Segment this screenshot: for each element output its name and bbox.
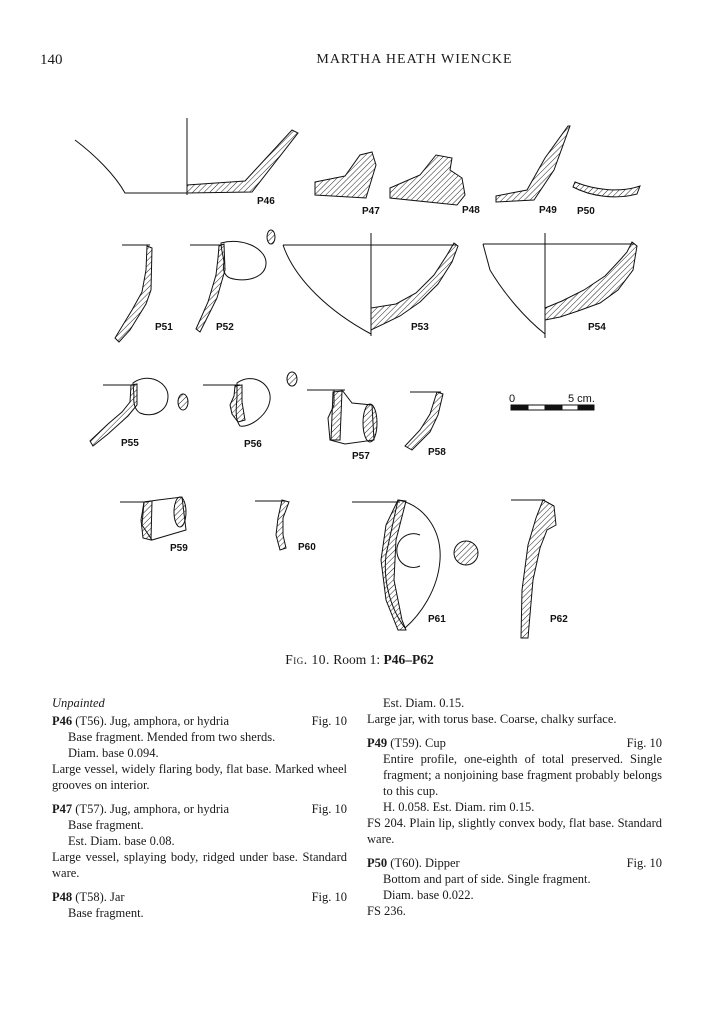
catalog-column-left bbox=[52, 695, 347, 921]
profile-p59 bbox=[120, 497, 186, 540]
profile-p51 bbox=[115, 245, 152, 342]
profile-p58 bbox=[405, 392, 443, 450]
label-p49: P49 bbox=[539, 205, 557, 216]
profile-p53 bbox=[283, 233, 458, 336]
label-p58: P58 bbox=[428, 447, 446, 458]
entry-p47: P47 (T57). Jug, amphora, or hydria Fig. 10 Base fragment. Est. Diam. base 0.08. Large vessel, splaying body, ridged under base. Standard ware. bbox=[52, 802, 347, 880]
label-p50: P50 bbox=[577, 206, 595, 217]
profile-p61 bbox=[352, 500, 478, 630]
profile-p56 bbox=[203, 372, 297, 426]
profile-p55 bbox=[90, 378, 188, 446]
catalog-column-right bbox=[367, 695, 662, 919]
entry-p48-end: Est. Diam. 0.15. Large jar, with torus base. Coarse, chalky surface. bbox=[367, 696, 617, 726]
label-p52: P52 bbox=[216, 322, 234, 333]
profile-p57 bbox=[307, 390, 377, 444]
profile-p48 bbox=[390, 155, 465, 205]
label-p54: P54 bbox=[588, 322, 606, 333]
running-title: MARTHA HEATH WIENCKE bbox=[316, 52, 513, 67]
profile-p54 bbox=[483, 233, 637, 338]
profile-p50 bbox=[573, 182, 640, 197]
label-p47: P47 bbox=[362, 206, 380, 217]
label-p59: P59 bbox=[170, 543, 188, 554]
label-p53: P53 bbox=[411, 322, 429, 333]
section-heading: Unpainted bbox=[52, 696, 105, 710]
label-p48: P48 bbox=[462, 205, 480, 216]
entry-p49: P49 (T59). Cup Fig. 10 Entire profile, one-eighth of total preserved. Single fragment; a nonjoining base fragment probably belongs to this cup. H. 0.058. Est. Diam. rim 0.15. FS 204. Plain lip, slightly convex body, flat base. Standard ware. bbox=[367, 736, 662, 846]
profile-p52 bbox=[190, 230, 275, 332]
profile-p47 bbox=[315, 152, 376, 198]
label-p51: P51 bbox=[155, 322, 173, 333]
label-p46: P46 bbox=[257, 196, 275, 207]
scale-bar bbox=[511, 405, 594, 410]
entry-p50: P50 (T60). Dipper Fig. 10 Bottom and part of side. Single fragment. Diam. base 0.022. FS 236. bbox=[367, 856, 662, 918]
profile-p46 bbox=[75, 118, 298, 195]
label-p55: P55 bbox=[121, 438, 139, 449]
scale-five: 5 cm. bbox=[568, 393, 595, 405]
profile-p49 bbox=[496, 126, 570, 202]
label-p62: P62 bbox=[550, 614, 568, 625]
figure-caption: Fig. 10. Room 1: P46–P62 bbox=[285, 652, 434, 667]
label-p57: P57 bbox=[352, 451, 370, 462]
label-p61: P61 bbox=[428, 614, 446, 625]
entry-p46: P46 (T56). Jug, amphora, or hydria Fig. 10 Base fragment. Mended from two sherds. Diam. base 0.094. Large vessel, widely flaring body, flat base. Marked wheel grooves on interior. bbox=[52, 714, 347, 792]
entry-p48-start: P48 (T58). Jar Fig. 10 Base fragment. bbox=[52, 890, 347, 920]
scale-zero: 0 bbox=[509, 393, 516, 405]
label-p60: P60 bbox=[298, 542, 316, 553]
page-number: 140 bbox=[40, 52, 63, 68]
label-p56: P56 bbox=[244, 439, 262, 450]
profile-p60 bbox=[255, 500, 289, 550]
